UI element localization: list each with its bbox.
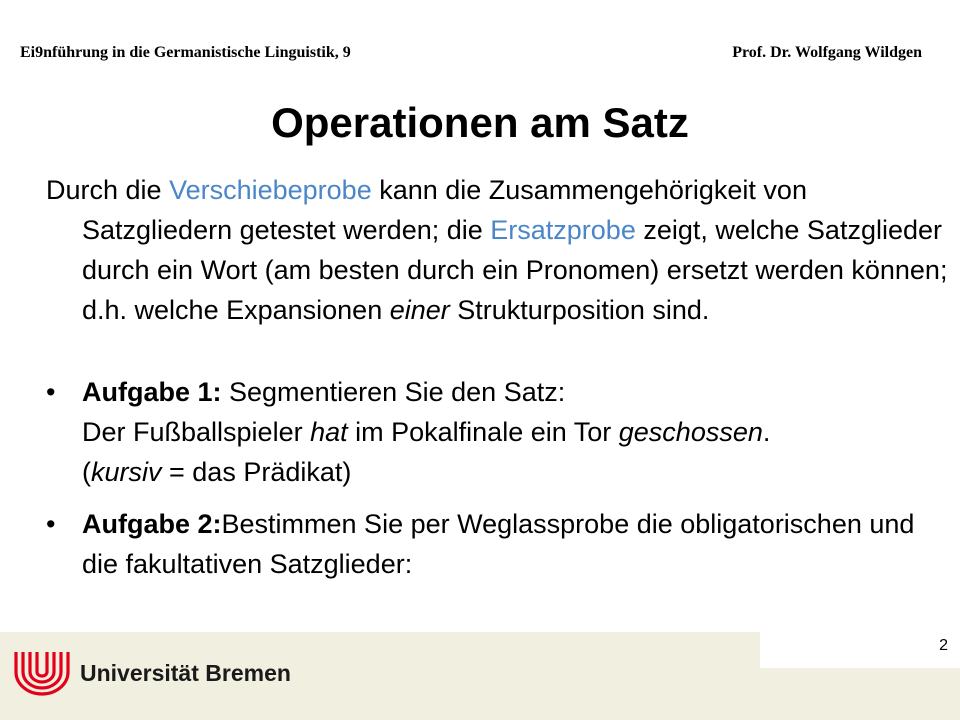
task-1-instruction: Segmentieren Sie den Satz:: [221, 377, 566, 407]
header-course-title: Ei9nführung in die Germanistische Linguistik, 9: [20, 44, 351, 61]
university-logo-icon: [12, 650, 72, 696]
header-author: Prof. Dr. Wolfgang Wildgen: [732, 44, 922, 61]
task-1-sentence-verb-1: hat: [310, 417, 348, 447]
task-1-note-open: (: [82, 457, 91, 487]
intro-text-3: zeigt, welche Satzglieder durch ein Wort (am besten durch ein Pronomen) ersetzt werden können; d.h. welche Expansionen: [82, 215, 948, 325]
term-verschiebeprobe: Verschiebeprobe: [169, 175, 372, 205]
intro-text-1: Durch die: [46, 175, 170, 205]
term-ersatzprobe: Ersatzprobe: [490, 215, 636, 245]
task-1-note-rest: = das Prädikat): [161, 457, 352, 487]
intro-emphasis: einer: [389, 295, 450, 325]
slide-title: Operationen am Satz: [271, 99, 689, 146]
task-1-sentence-verb-2: geschossen: [618, 417, 763, 447]
intro-text-2: kann die Zusammengehörigkeit von Satzgliedern getestet werden; die: [82, 175, 807, 245]
page-number: 2: [939, 637, 948, 654]
intro-text-4: Strukturposition sind.: [449, 295, 710, 325]
university-name: Universität Bremen: [80, 660, 291, 686]
task-1-sentence-end: .: [762, 417, 771, 447]
task-item-1: [46, 372, 926, 492]
task-1-note-emphasis: kursiv: [91, 457, 162, 487]
task-2-label: Aufgabe 2:: [82, 509, 222, 539]
intro-paragraph: [46, 170, 960, 330]
task-1-sentence-part-1: Der Fußballspieler: [82, 417, 311, 447]
task-1-label: Aufgabe 1:: [82, 377, 222, 407]
bullet-point: •: [46, 509, 56, 539]
task-item-2: [46, 504, 926, 584]
task-2-text: Bestimmen Sie per Weglassprobe die obligatorischen und die fakultativen Satzglieder:: [82, 509, 915, 579]
bullet-point: •: [46, 377, 56, 407]
task-list: [46, 372, 926, 596]
task-1-sentence-part-2: im Pokalfinale ein Tor: [347, 417, 619, 447]
